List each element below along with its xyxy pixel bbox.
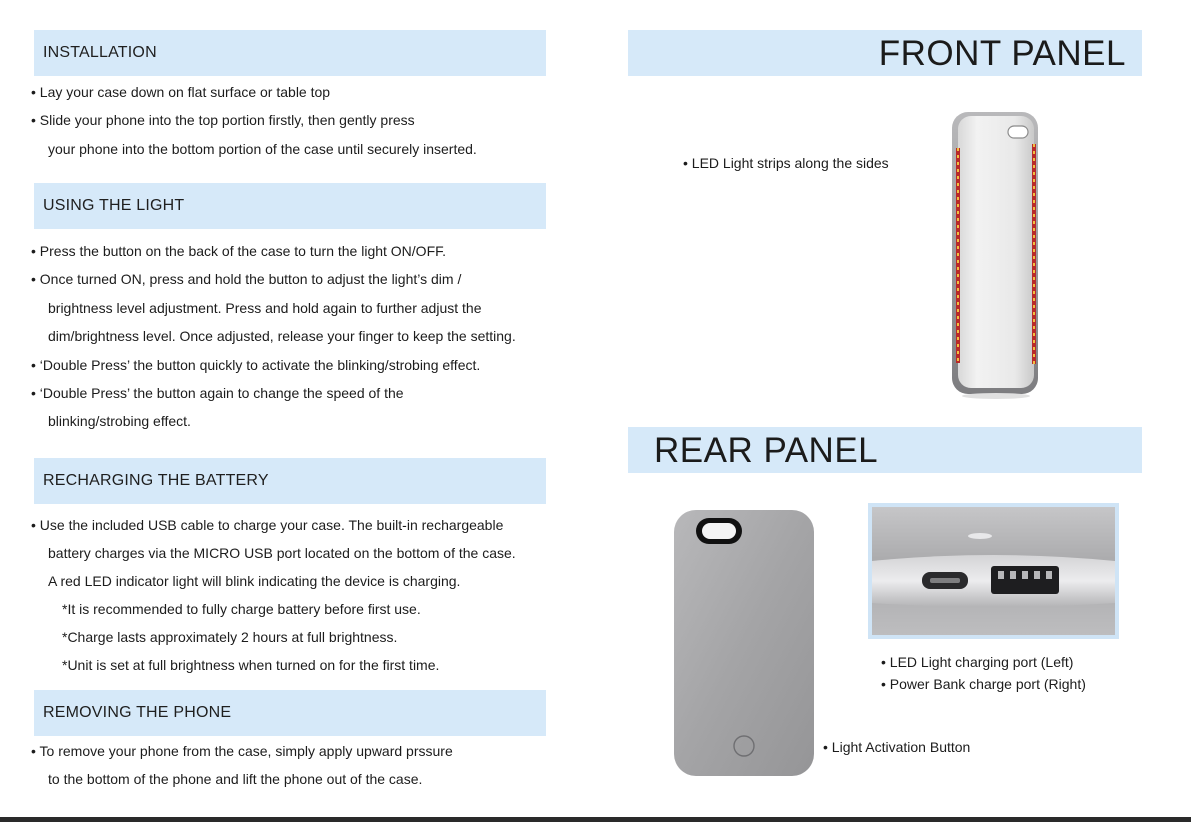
front-panel-led-note: • LED Light strips along the sides <box>683 155 889 171</box>
removing-line-1: • To remove your phone from the case, simply apply upward prssure <box>31 743 453 759</box>
using-light-line-1: • Press the button on the back of the case to turn the light ON/OFF. <box>31 243 447 259</box>
installation-line-3: your phone into the bottom portion of the case until securely inserted. <box>48 141 477 157</box>
rear-panel-header <box>628 427 1142 473</box>
recharging-line-1: • Use the included USB cable to charge your case. The built-in rechargeable <box>31 517 504 533</box>
recharging-line-5: *Charge lasts approximately 2 hours at full brightness. <box>62 629 398 645</box>
port-note-right: • Power Bank charge port (Right) <box>881 676 1086 692</box>
led-strip-right <box>1032 144 1036 364</box>
using-light-line-6: • ‘Double Press’ the button again to change the speed of the <box>31 385 404 401</box>
recharging-line-4: *It is recommended to fully charge battery before first use. <box>62 601 421 617</box>
rear-phone-illustration <box>670 508 818 780</box>
using-light-line-5: • ‘Double Press’ the button quickly to activate the blinking/strobing effect. <box>31 357 481 373</box>
removing-title: REMOVING THE PHONE <box>43 704 232 721</box>
front-panel-title: FRONT PANEL <box>878 34 1126 73</box>
removing-header <box>34 690 546 736</box>
using-light-line-2: • Once turned ON, press and hold the button to adjust the light’s dim / <box>31 271 462 287</box>
removing-line-2: to the bottom of the phone and lift the phone out of the case. <box>48 771 423 787</box>
using-light-title: USING THE LIGHT <box>43 197 185 214</box>
recharging-line-3: A red LED indicator light will blink indicating the device is charging. <box>48 573 461 589</box>
front-panel-header <box>628 30 1142 76</box>
using-light-line-4: dim/brightness level. Once adjusted, release your finger to keep the setting. <box>48 328 516 344</box>
usb-port <box>991 566 1059 594</box>
installation-header <box>34 30 546 76</box>
recharging-header <box>34 458 546 504</box>
recharging-line-6: *Unit is set at full brightness when turned on for the first time. <box>62 657 440 673</box>
installation-line-1: • Lay your case down on flat surface or table top <box>31 84 331 100</box>
using-light-line-7: blinking/strobing effect. <box>48 413 191 429</box>
installation-line-2: • Slide your phone into the top portion firstly, then gently press <box>31 112 415 128</box>
using-light-header <box>34 183 546 229</box>
light-activation-note: • Light Activation Button <box>823 739 971 755</box>
led-strip-left <box>956 148 960 363</box>
port-note-left: • LED Light charging port (Left) <box>881 654 1074 670</box>
bottom-rule <box>0 817 1191 822</box>
recharging-title: RECHARGING THE BATTERY <box>43 472 269 489</box>
rear-panel-title: REAR PANEL <box>654 431 879 470</box>
port-closeup-illustration <box>868 503 1119 639</box>
front-phone-illustration <box>950 108 1042 400</box>
recharging-line-2: battery charges via the MICRO USB port located on the bottom of the case. <box>48 545 516 561</box>
installation-title: INSTALLATION <box>43 44 157 61</box>
using-light-line-3: brightness level adjustment. Press and hold again to further adjust the <box>48 300 482 316</box>
